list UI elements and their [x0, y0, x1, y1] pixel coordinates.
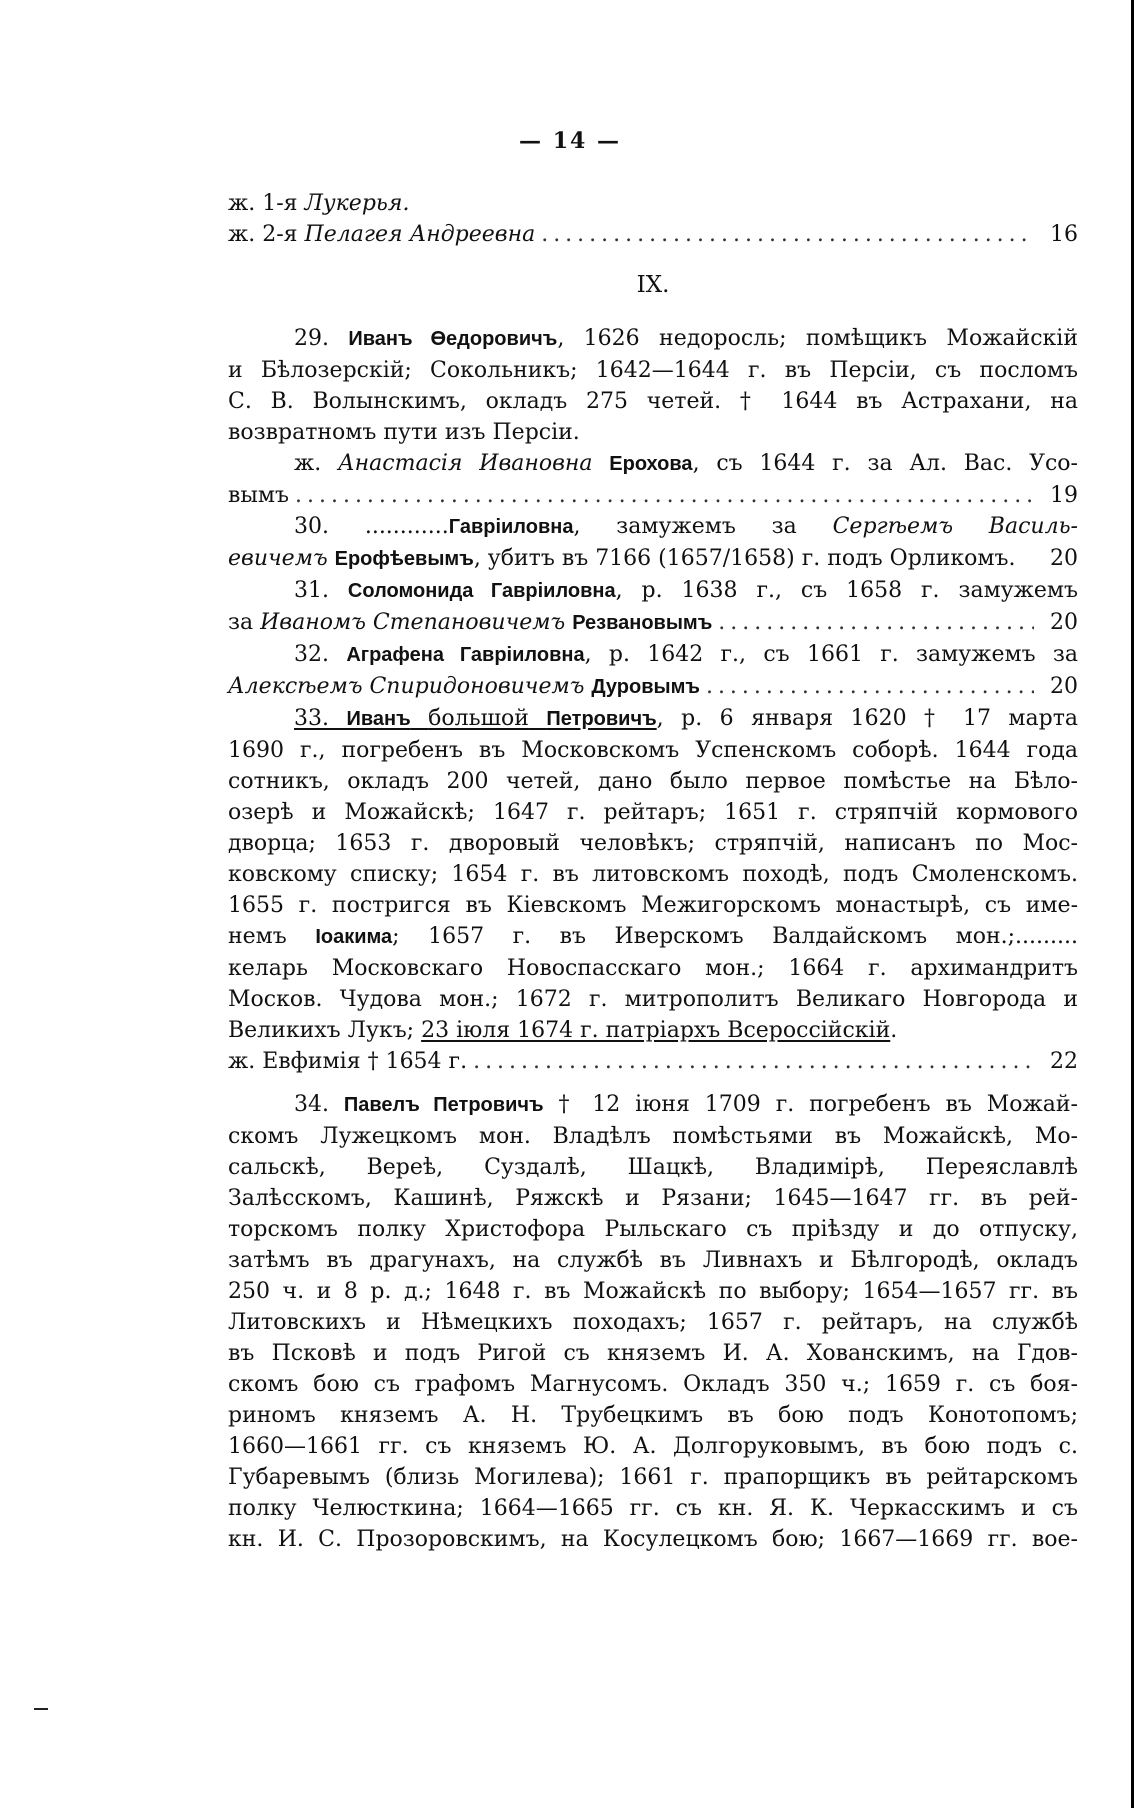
entry-number: 32.: [294, 642, 329, 667]
leader-dots: [295, 480, 1034, 511]
wife-2-name: Пелагея Андреевна: [304, 222, 536, 247]
entry-32: [228, 639, 1078, 703]
entry-29: [228, 323, 1078, 511]
person-name-2: Петровичъ: [546, 708, 657, 730]
entry-number: 34.: [294, 1092, 329, 1117]
person-name: Соломонида Гавріиловна: [347, 580, 616, 602]
page-reference: 19: [1050, 483, 1078, 508]
entry-34-line-13: Губаревымъ (близь Могилева); 1661 г. прапорщикъ въ рейтарскомъ: [228, 1465, 1078, 1490]
entry-34-line-12: 1660—1661 гг. съ княземъ Ю. А. Долгоруковымъ, въ бою подъ с.: [228, 1434, 1078, 1459]
entry-31: [228, 575, 1078, 639]
person-name: Гавріиловна: [448, 516, 574, 538]
entry-number: 33.: [294, 706, 329, 731]
wife-1-prefix: ж. 1-я: [228, 191, 298, 216]
page-reference: 20: [1050, 610, 1078, 635]
entry-33-line-4: озерѣ и Можайскѣ; 1647 г. рейтаръ; 1651 г. стряпчій кормового: [228, 800, 1078, 825]
entry-33-line-8: немъ Іоакима; 1657 г. въ Иверскомъ Валдайскомъ мон.;.........: [228, 924, 1078, 949]
entry-number: 30.: [294, 514, 329, 539]
entry-33-line-10: Москов. Чудова мон.; 1672 г. митрополитъ Великаго Новгорода и: [228, 987, 1078, 1012]
entry-33-line-6: ковскому списку; 1654 г. въ литовскомъ походѣ, подъ Смоленскомъ.: [228, 862, 1078, 887]
wife-2-prefix: ж. 2-я: [228, 222, 298, 247]
wife-1-line: [228, 188, 1078, 219]
entry-34-line-11: риномъ княземъ А. Н. Трубецкимъ въ бою подъ Конотопомъ;: [228, 1403, 1078, 1428]
entry-34-line-4: Залѣсскомъ, Кашинѣ, Ряжскѣ и Рязани; 1645—1647 гг. въ рей-: [228, 1186, 1078, 1211]
page-number: — 14 —: [519, 128, 621, 154]
entry-33-line-9: келарь Московскаго Новоспасскаго мон.; 1664 г. архимандритъ: [228, 956, 1078, 981]
entry-34-line-5: торскомъ полку Христофора Рыльскаго съ пріѣзду и до отпуску,: [228, 1217, 1078, 1242]
page-reference: 20: [1050, 546, 1078, 571]
entry-34-line-10: скомъ бою съ графомъ Магнусомъ. Окладъ 350 ч.; 1659 г. съ боя-: [228, 1372, 1078, 1397]
entry-34-line-3: сальскѣ, Вереѣ, Суздалѣ, Шацкѣ, Владимірѣ, Переяславлѣ: [228, 1155, 1078, 1180]
page-reference: 20: [1050, 674, 1078, 699]
entry-34: [228, 1089, 1078, 1555]
wife-1-name: Лукерья.: [304, 191, 410, 216]
entry-33-line-7: 1655 г. постригся въ Кіевскомъ Межигорскомъ монастырѣ, съ име-: [228, 893, 1078, 918]
person-name: Иванъ Өедоровичъ: [348, 328, 558, 350]
genealogy-text: [228, 188, 1078, 1555]
entry-30-line-2: евичемъ Ерофѣевымъ, убитъ въ 7166 (1657/1658) г. подъ Орликомъ. 20: [228, 543, 1078, 575]
entry-34-line-14: полку Челюсткина; 1664—1665 гг. съ кн. Я. К. Черкасскимъ и съ: [228, 1496, 1078, 1521]
scan-mark: [34, 1708, 48, 1710]
wife-2-line: [228, 219, 1078, 250]
spouse-name: Анастасія Ивановна: [338, 451, 593, 476]
entry-34-line-1: 34. Павелъ Петровичъ † 12 іюня 1709 г. погребенъ въ Можай-: [294, 1092, 1078, 1117]
page-reference: 16: [1050, 222, 1078, 247]
entry-34-line-9: въ Псковѣ и подъ Ригой съ княземъ И. А. Хованскимъ, на Гдов-: [228, 1341, 1078, 1366]
entry-34-line-8: Литовскихъ и Нѣмецкихъ походахъ; 1657 г. рейтаръ, на службѣ: [228, 1310, 1078, 1335]
section-title: IX.: [636, 272, 670, 298]
entry-29-wife-line: ж. Анастасія Ивановна Ерохова, съ 1644 г. за Ал. Вас. Усо-: [294, 451, 1078, 476]
entry-33-line-1: 33. Иванъ большой Петровичъ, р. 6 января 1620 † 17 марта: [294, 706, 1079, 731]
leader-dots: [473, 1046, 1034, 1077]
entry-29-line-2: и Бѣлозерскій; Сокольникъ; 1642—1644 г. въ Персіи, съ посломъ: [228, 358, 1078, 383]
entry-number: 31.: [294, 578, 329, 603]
person-name: Павелъ Петровичъ: [343, 1094, 544, 1116]
page-edge-line: [1131, 0, 1134, 1808]
entry-33-line-11: Великихъ Лукъ; 23 іюля 1674 г. патріархъ Всероссійскій .: [228, 1018, 898, 1043]
spouse-surname: Ерофѣевымъ: [334, 548, 474, 570]
spouse-surname: Резвановымъ: [572, 612, 713, 634]
entry-30-line-1: 30. ............Гавріиловна, замужемъ за Сергѣемъ Василь-: [294, 514, 1078, 539]
spouse-surname: Ерохова: [609, 453, 693, 475]
entry-33-line-3: сотникъ, окладъ 200 четей, дано было первое помѣстье на Бѣло-: [228, 769, 1078, 794]
entry-29-wife-line-2: вымъ . . . 19: [228, 480, 1078, 511]
person-name: Иванъ: [346, 708, 411, 730]
entry-31-line-2: за Иваномъ Степановичемъ Резвановымъ . . . 20: [228, 607, 1078, 639]
entry-30: [228, 511, 1078, 575]
entry-33-line-2: 1690 г., погребенъ въ Московскомъ Успенскомъ соборѣ. 1644 года: [228, 738, 1078, 763]
entry-32-line-1: 32. Аграфена Гавріиловна, р. 1642 г., съ 1661 г. замужемъ за: [294, 642, 1079, 667]
entry-33: [228, 703, 1078, 1077]
entry-29-line-1: 29. Иванъ Өедоровичъ, 1626 недоросль; помѣщикъ Можайскій: [294, 326, 1078, 351]
entry-31-line-1: 31. Соломонида Гавріиловна, р. 1638 г., съ 1658 г. замужемъ: [294, 578, 1078, 603]
entry-34-line-6: затѣмъ въ драгунахъ, на службѣ въ Ливнахъ и Бѣлгородѣ, окладъ: [228, 1248, 1078, 1273]
entry-29-line-4: возвратномъ пути изъ Персіи.: [228, 420, 580, 445]
entry-34-line-7: 250 ч. и 8 р. д.; 1648 г. въ Можайскѣ по выбору; 1654—1657 гг. въ: [228, 1279, 1078, 1304]
monastic-name: Іоакима: [315, 926, 393, 948]
person-name: Аграфена Гавріиловна: [346, 644, 585, 666]
leader-dots: [718, 607, 1034, 638]
entry-33-wife-line: ж. Евфимія † 1654 г. . . . 22: [228, 1046, 1078, 1077]
entry-number: 29.: [294, 326, 329, 351]
entry-33-line-5: дворца; 1653 г. дворовый человѣкъ; стряпчій, написанъ по Мос-: [228, 831, 1078, 856]
spouse-surname: Дуровымъ: [591, 676, 700, 698]
entry-32-line-2: Алексѣемъ Спиридоновичемъ Дуровымъ . . . 20: [228, 671, 1078, 703]
page-reference: 22: [1050, 1049, 1078, 1074]
leader-dots: [706, 671, 1034, 702]
entry-29-line-3: С. В. Волынскимъ, окладъ 275 четей. † 1644 въ Астрахани, на: [228, 389, 1078, 414]
entry-34-line-2: скомъ Лужецкомъ мон. Владѣлъ помѣстьями въ Можайскѣ, Мо-: [228, 1124, 1078, 1149]
entry-34-line-15: кн. И. С. Прозоровскимъ, на Косулецкомъ бою; 1667—1669 гг. вое-: [228, 1527, 1078, 1552]
leader-dots: [541, 219, 1034, 250]
